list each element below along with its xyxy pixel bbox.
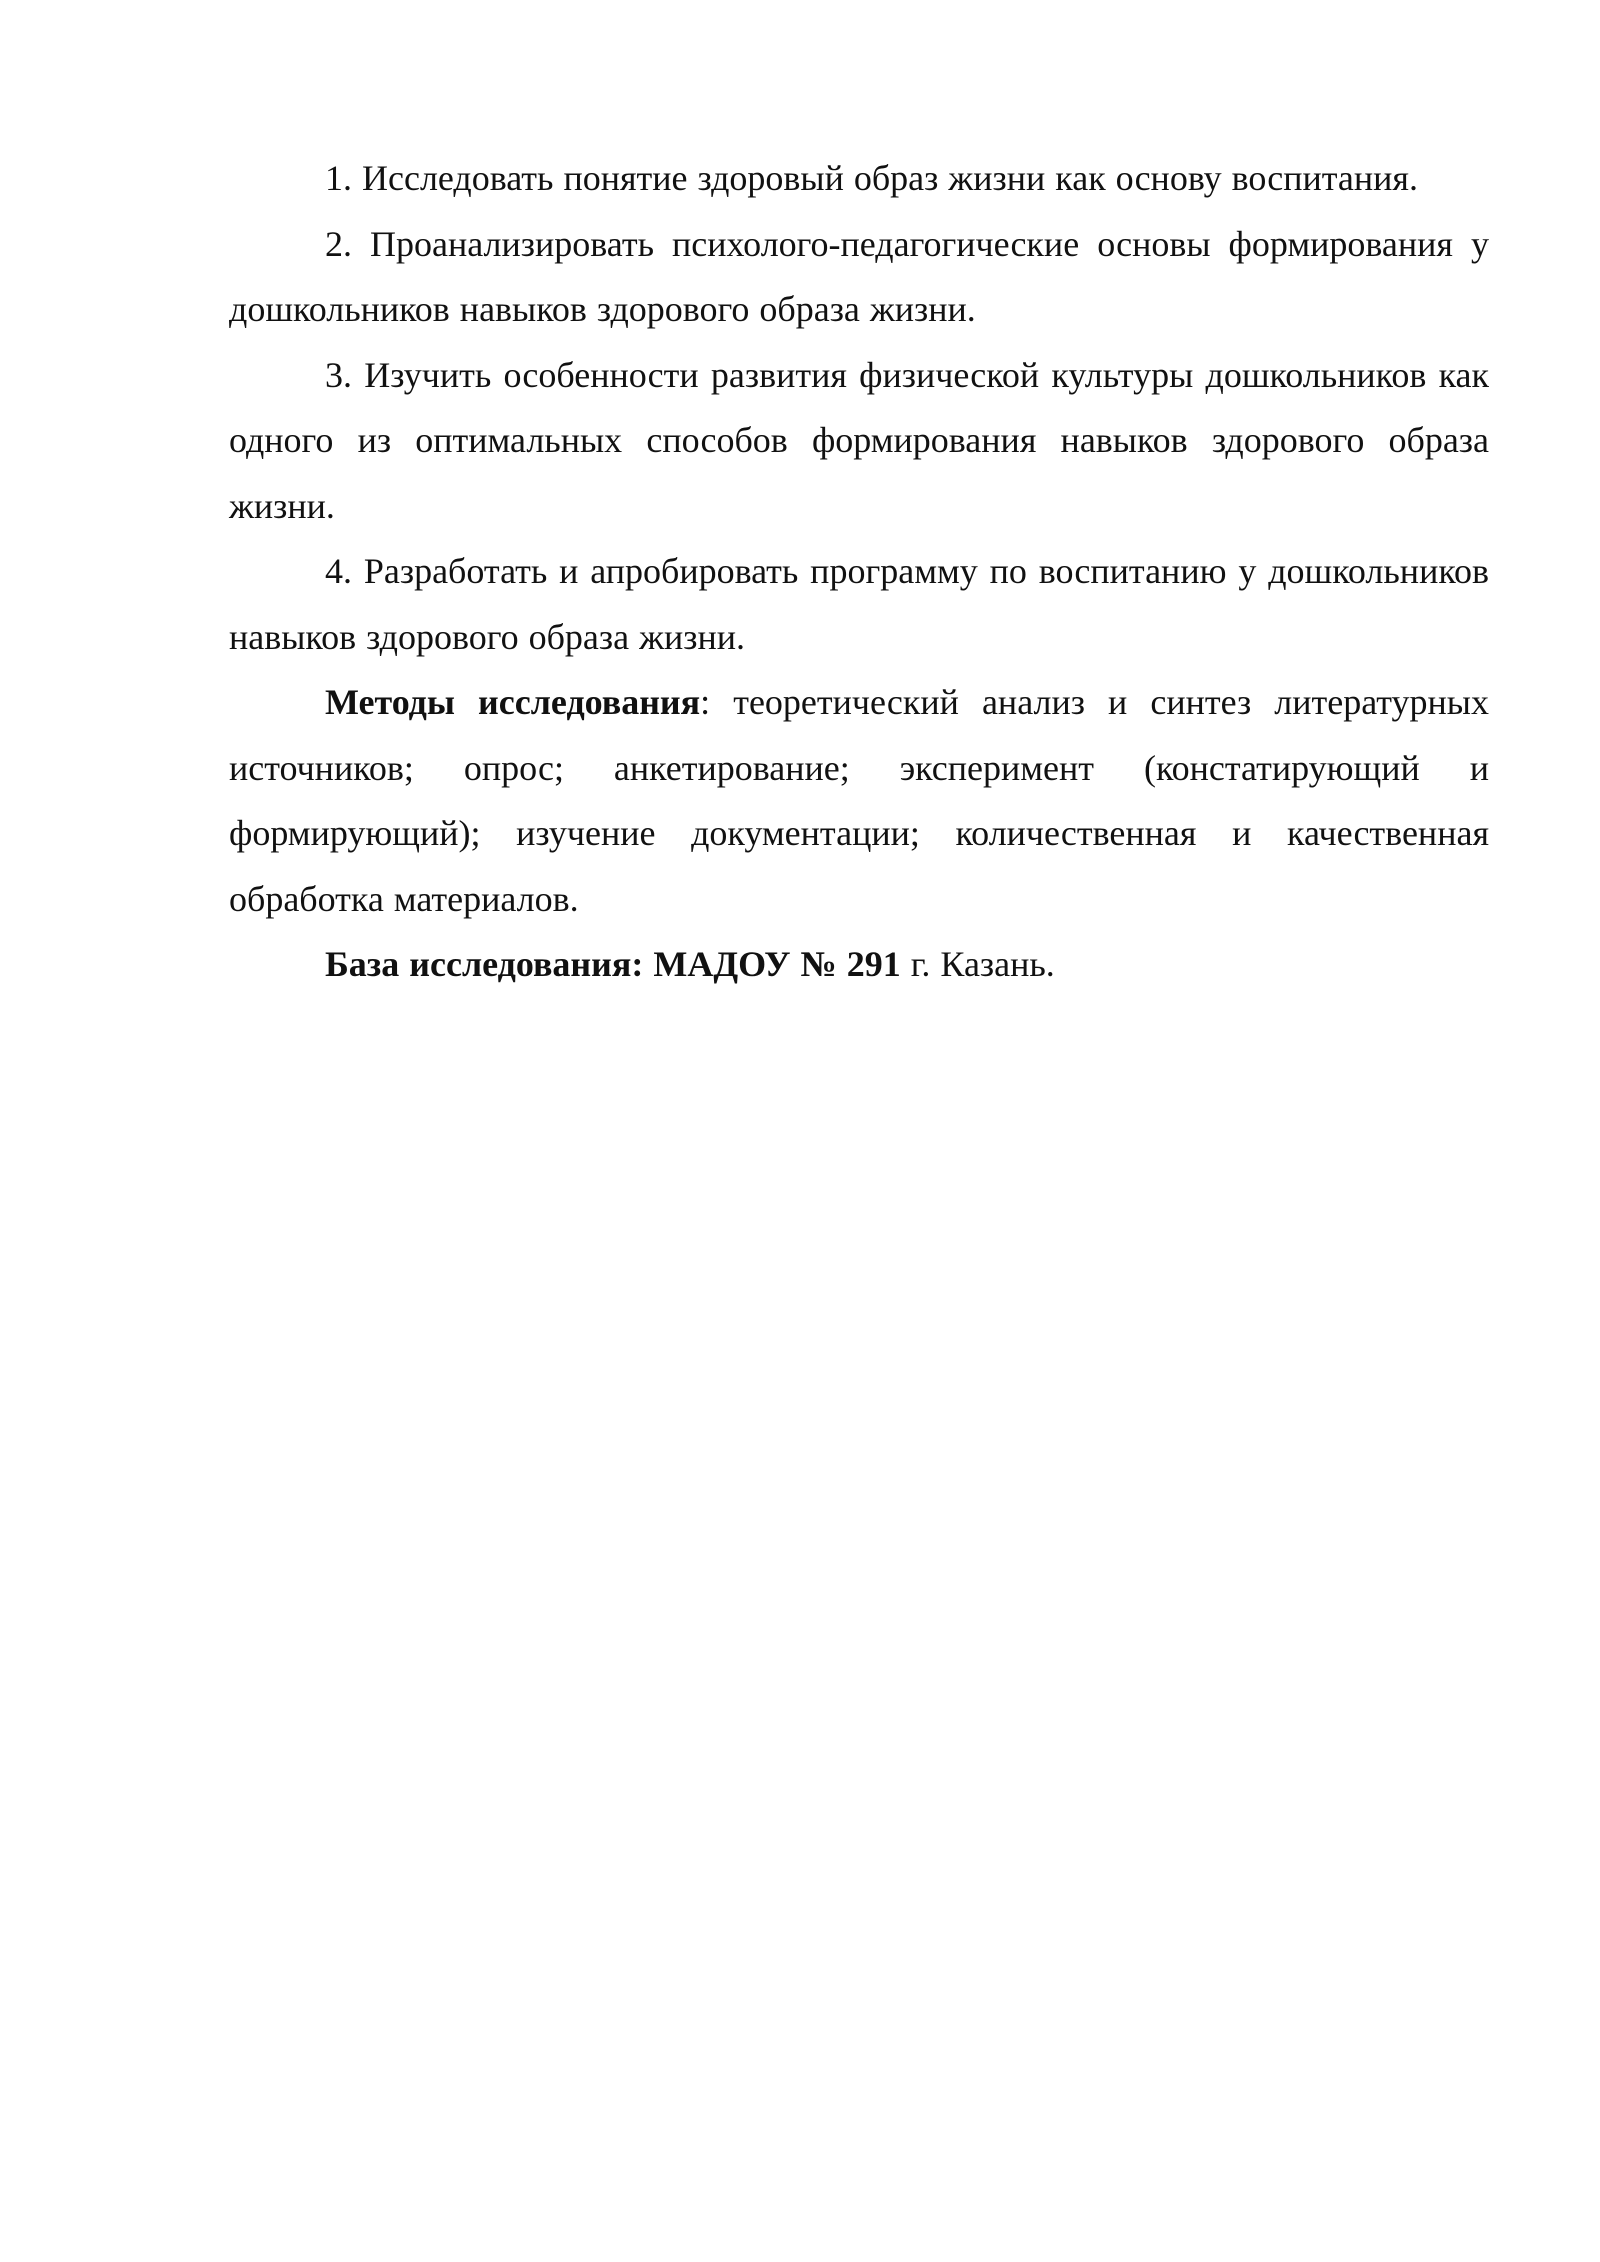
research-methods-text: : теоретический анализ и синтез литературных источников; опрос; анкетирование; эксперимент (констатирующий и формирующий); изучение документации; количественная и качественная обработка материалов. [229,682,1489,919]
document-body [229,146,1489,998]
research-base-heading: База исследования: МАДОУ № 291 [325,944,901,984]
research-methods-paragraph [229,670,1489,932]
task-item-2: 2. Проанализировать психолого-педагогические основы формирования у дошкольников навыков здорового образа жизни. [229,223,1489,329]
task-item-3: 3. Изучить особенности развития физической культуры дошкольников как одного из оптимальных способов формирования навыков здорового образа жизни. [229,354,1489,526]
research-base-text: г. Казань. [900,944,1055,984]
task-item-4: 4. Разработать и апробировать программу по воспитанию у дошкольников навыков здорового образа жизни. [229,551,1489,657]
task-item-1: 1. Исследовать понятие здоровый образ жизни как основу воспитания. [325,158,1418,198]
research-base-paragraph [229,932,1489,998]
research-methods-heading: Методы исследования [325,682,701,722]
